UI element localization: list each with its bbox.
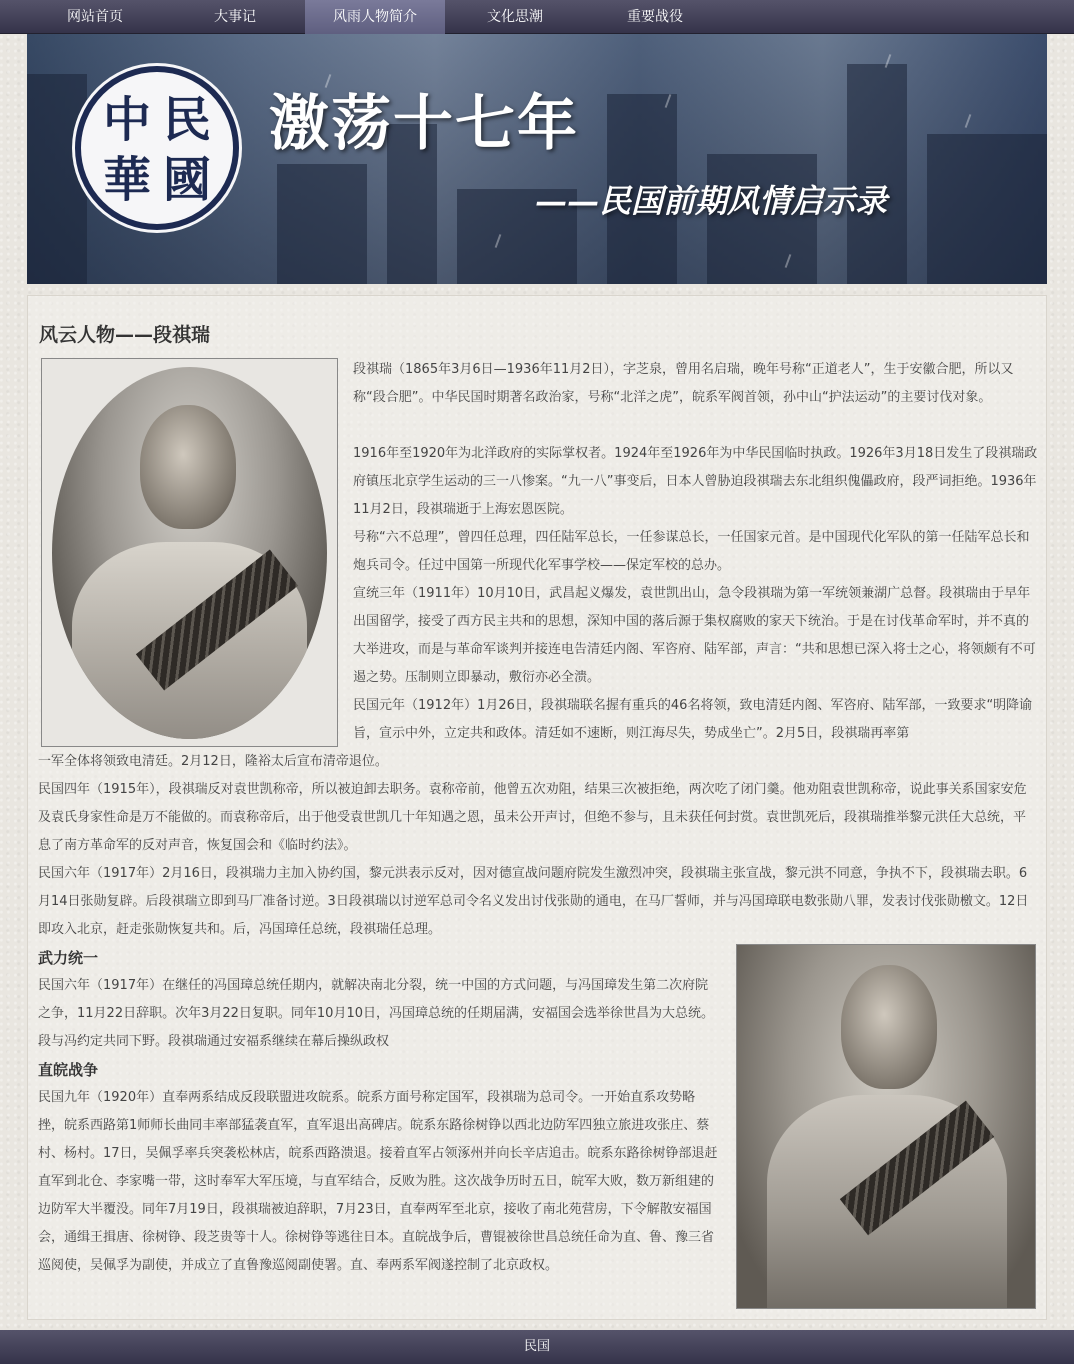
- nav-item-home[interactable]: 网站首页: [67, 9, 123, 25]
- article-paragraph: 号称“六不总理”，曾四任总理，四任陆军总长，一任参谋总长，一任国家元首。是中国现代化军队的第一任陆军总长和炮兵司令。任过中国第一所现代化军事学校——保定军校的总办。: [353, 530, 1030, 573]
- banner-building: [927, 134, 1047, 284]
- section-title-war: 直皖战争: [38, 1061, 99, 1079]
- main-content: [27, 295, 1047, 1320]
- article-paragraph: 民国六年（1917年）2月16日，段祺瑞力主加入协约国，黎元洪表示反对，因对德宣战问题府院发生激烈冲突，段祺瑞主张宣战，黎元洪不同意，争执不下，段祺瑞去职。6月14日张勋复辟。后段祺瑞立即到马厂准备讨逆。3日段祺瑞以讨逆军总司令名义发出讨伐张勋的通电，在马厂誓师，并与冯国璋联电数张勋八罪，发表讨伐张勋檄文。12日即攻入北京，赶走张勋恢复共和。后，冯国璋任总统，段祺瑞任总理。: [38, 866, 1029, 937]
- section-text-unification: 民国六年（1917年）在继任的冯国璋总统任期内，就解决南北分裂，统一中国的方式问题，与冯国璋发生第二次府院之争，11月22日辞职。次年3月22日复职。同年10月10日，冯国璋总统的任期届满，安福国会选举徐世昌为大总统。段与冯约定共同下野。段祺瑞通过安福系继续在幕后操纵政权: [38, 978, 714, 1049]
- nav-item-figures[interactable]: 风雨人物简介: [305, 0, 445, 34]
- header-banner: [27, 34, 1047, 284]
- logo-glyph: 華: [102, 152, 151, 208]
- footer: [0, 1330, 1074, 1364]
- article-paragraph: 一军全体将领致电清廷。2月12日，隆裕太后宣布清帝退位。: [38, 754, 388, 769]
- banner-title: 激荡十七年: [269, 89, 579, 159]
- portrait-head: [140, 405, 236, 529]
- logo-glyph: 中: [102, 92, 151, 148]
- banner-snow: [965, 114, 972, 128]
- portrait-oval: [52, 367, 327, 739]
- banner-building: [847, 64, 907, 284]
- banner-building: [27, 74, 87, 284]
- portrait-photo-2: [736, 944, 1036, 1309]
- article-paragraph: 民国元年（1912年）1月26日，段祺瑞联名握有重兵的46名将领，致电清廷内阁、军咨府、陆军部，一致要求“明降谕旨，宣示中外，立定共和政体。清廷如不速断，则江海尽失，势成坐亡”。2月5日，段祺瑞再率第: [353, 698, 1033, 741]
- footer-text: 民国: [523, 1339, 550, 1354]
- logo-glyph: 民: [162, 92, 211, 148]
- nav-item-events[interactable]: 大事记: [214, 9, 256, 25]
- banner-building: [277, 164, 367, 284]
- logo-glyph: 國: [162, 152, 211, 208]
- section-text-war: 民国九年（1920年）直奉两系结成反段联盟进攻皖系。皖系方面号称定国军，段祺瑞为总司令。一开始直系攻势略挫，皖系西路第1师师长曲同丰率部猛袭直军，直军退出高碑店。皖系东路徐树铮以西北边防军四独立旅进攻张庄、蔡村、杨村。17日，吴佩孚率兵突袭松林店，皖系西路溃退。接着直军占领涿州并向长辛店追击。皖系东路徐树铮部退赶直军到北仓、李家嘴一带，这时奉军大军压境，与直军结合，反败为胜。这次战争历时五日，皖军大败，数万新组建的边防军大半覆没。同年7月19日，段祺瑞被迫辞职，7月23日，直奉两军至北京，接收了南北苑营房，下令解散安福国会，通缉王揖唐、徐树铮、段芝贵等十人。徐树铮等逃往日本。直皖战争后，曹锟被徐世昌总统任命为直、鲁、豫三省巡阅使，吴佩孚为副使，并成立了直鲁豫巡阅副使署。直、奉两系军阀遂控制了北京政权。: [38, 1090, 718, 1273]
- article-paragraph: 段祺瑞（1865年3月6日—1936年11月2日），字芝泉，曾用名启瑞，晚年号称“正道老人”，生于安徽合肥，所以又称“段合肥”。中华民国时期著名政治家，号称“北洋之虎”，皖系军阀首领，孙中山“护法运动”的主要讨伐对象。: [353, 362, 1014, 405]
- section-title-unification: 武力统一: [38, 949, 99, 967]
- banner-subtitle: ——民国前期风情启示录: [535, 182, 888, 220]
- portrait-photo: [41, 358, 338, 747]
- portrait-head: [841, 965, 937, 1089]
- article-paragraph: 民国四年（1915年），段祺瑞反对袁世凯称帝，所以被迫卸去职务。袁称帝前，他曾五次劝阻，结果三次被拒绝，两次吃了闭门羹。他劝阻袁世凯称帝，说此事关系国家安危及袁氏身家性命是万不能做的。而袁称帝后，出于他受袁世凯几十年知遇之恩，虽未公开声讨，但绝不参与，且未获任何封赏。袁世凯死后，段祺瑞推举黎元洪任大总统，平息了南方革命军的反对声音，恢复国会和《临时约法》。: [38, 782, 1027, 853]
- nav-item-battles[interactable]: 重要战役: [627, 9, 683, 25]
- nav-item-culture[interactable]: 文化思潮: [487, 9, 543, 25]
- article-paragraph: 宣统三年（1911年）10月10日，武昌起义爆发，袁世凯出山，急令段祺瑞为第一军统领兼湖广总督。段祺瑞由于早年出国留学，接受了西方民主共和的思想，深知中国的落后源于集权腐败的家天下统治。于是在讨伐革命军时，并不真的大举进攻，而是与革命军谈判并接连电告清廷内阁、军咨府、陆军部，声言：“共和思想已深入将士之心，将领颇有不可遏之势。压制则立即暴动，敷衍亦必全溃。: [353, 586, 1036, 685]
- site-logo: [75, 66, 239, 230]
- article-paragraph: 1916年至1920年为北洋政府的实际掌权者。1924年至1926年为中华民国临时执政。1926年3月18日发生了段祺瑞政府镇压北京学生运动的三一八惨案。“九一八”事变后，日本人曾胁迫段祺瑞去东北组织傀儡政府，段严词拒绝。1936年11月2日，段祺瑞逝于上海宏恩医院。: [353, 446, 1038, 517]
- top-nav: [0, 0, 1074, 34]
- page-title: 风云人物——段祺瑞: [39, 324, 211, 346]
